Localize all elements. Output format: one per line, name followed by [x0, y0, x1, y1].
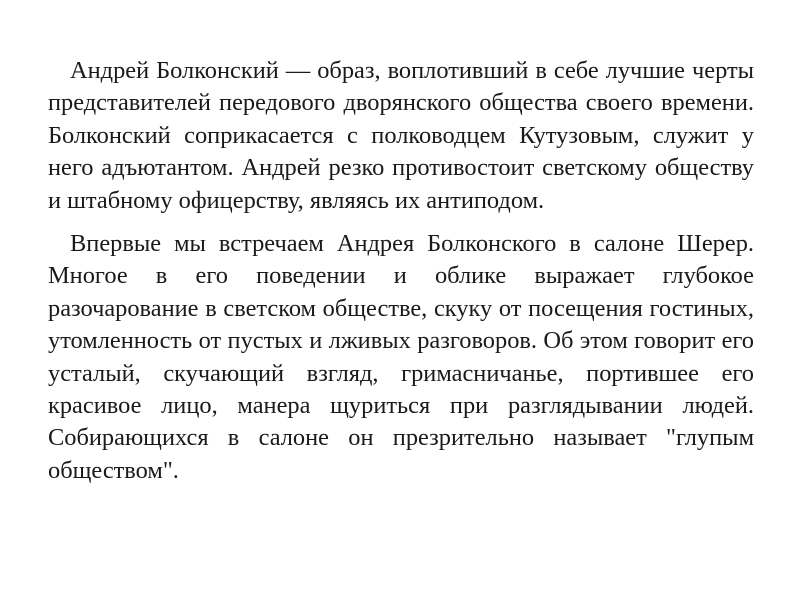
text-block [48, 55, 754, 487]
paragraph-1: Андрей Болконский — образ, воплотивший в себе лучшие черты представителей передового дворянского общества своего времени. Болконский соприкасается с полководцем Кутузовым, служит у него адъютантом. Андрей резко противостоит светскому обществу и штабному офицерству, являясь их антиподом. [48, 57, 754, 214]
paragraph-2: Впервые мы встречаем Андрея Болконского в салоне Шерер. Многое в его поведении и облике выражает глубокое разочарование в светском обществе, скуку от посещения гостиных, утомленность от пустых и лживых разговоров. Об этом говорит его усталый, скучающий взгляд, гримасничанье, портившее его красивое лицо, манера щуриться при разглядывании людей. Собирающихся в салоне он презрительно называет "глупым обществом". [48, 230, 754, 484]
